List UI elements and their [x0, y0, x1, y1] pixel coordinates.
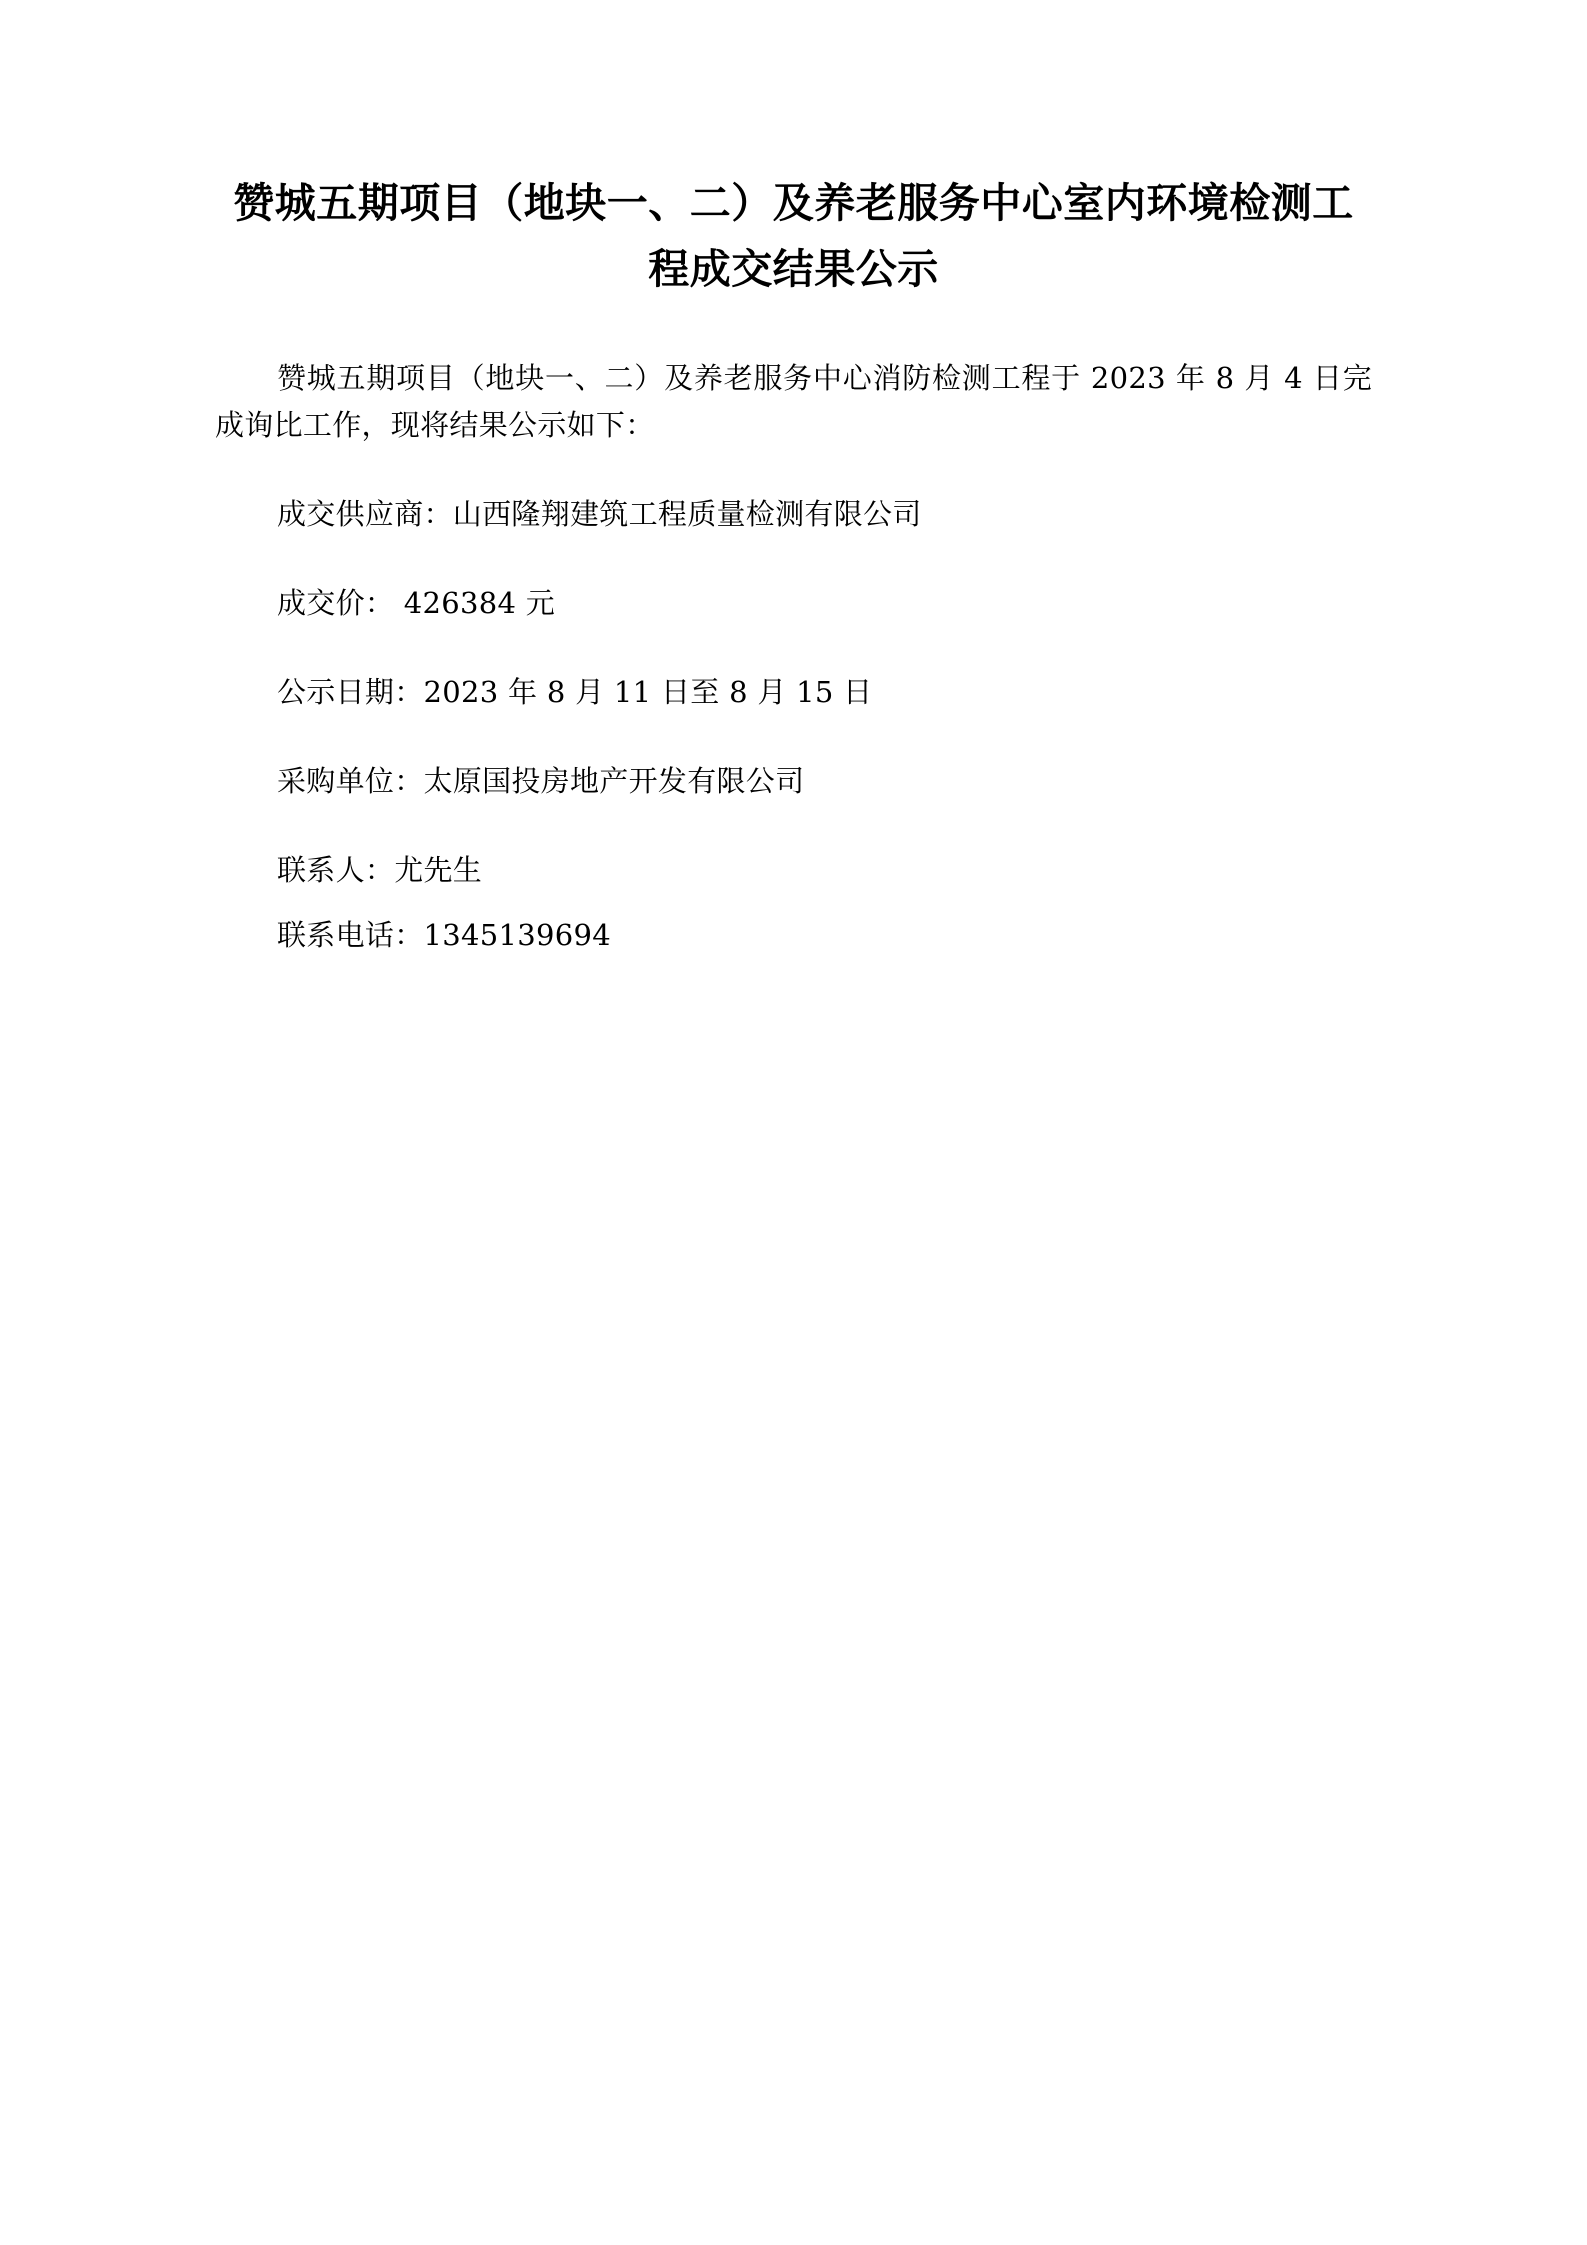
paragraph-price: 成交价： 426384 元 [277, 585, 556, 620]
paragraph-contact-phone: 联系电话：1345139694 [277, 917, 612, 952]
paragraph-contact-person: 联系人：尤先生 [277, 852, 483, 887]
document-body [215, 355, 1372, 959]
paragraph-supplier: 成交供应商：山西隆翔建筑工程质量检测有限公司 [277, 496, 922, 531]
paragraph-publicity-period: 公示日期：2023 年 8 月 11 日至 8 月 15 日 [277, 674, 873, 709]
page-title: 赞城五期项目（地块一、二）及养老服务中心室内环境检测工程成交结果公示 [233, 179, 1354, 294]
paragraph-purchaser: 采购单位：太原国投房地产开发有限公司 [277, 763, 805, 798]
paragraph-intro: 赞城五期项目（地块一、二）及养老服务中心消防检测工程于 2023 年 8 月 4 日完成询比工作，现将结果公示如下： [215, 360, 1372, 442]
